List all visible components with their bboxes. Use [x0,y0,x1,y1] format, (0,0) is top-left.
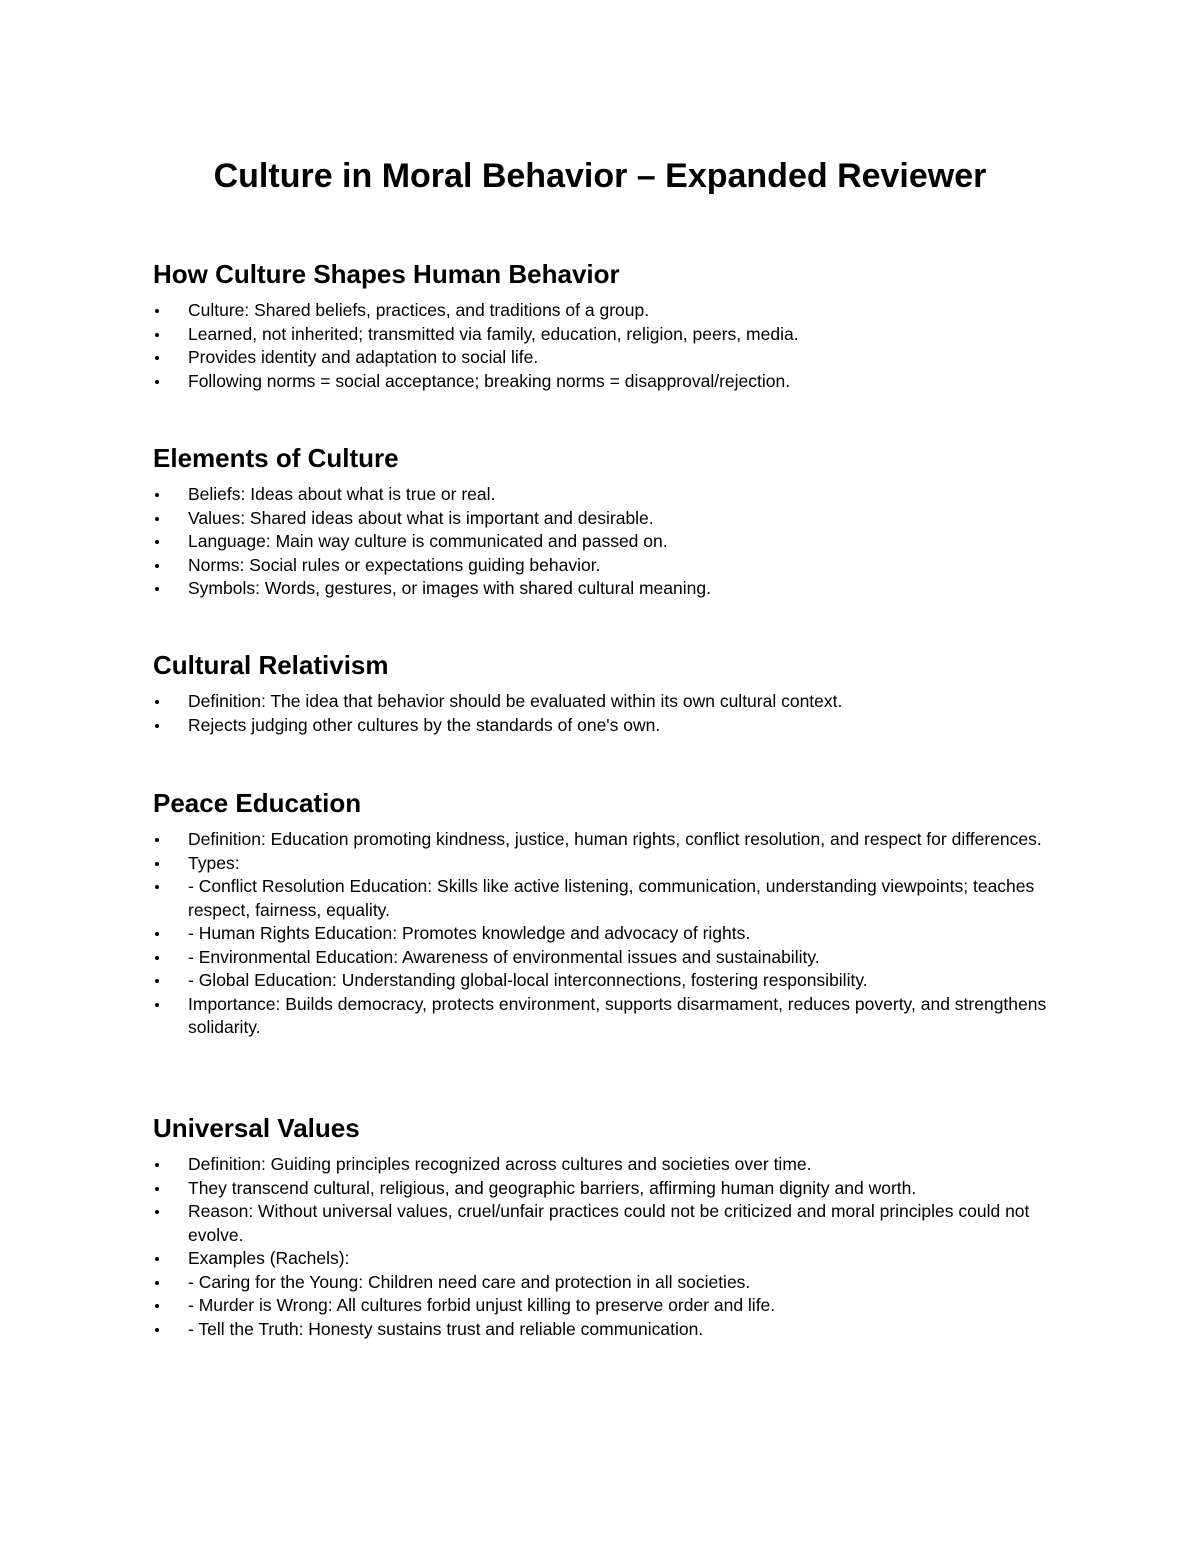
list-item [153,1200,1053,1247]
bullet-list [153,299,1053,393]
list-item [153,1318,1053,1342]
bullet-icon [155,380,159,384]
bullet-icon [155,1328,159,1332]
bullet-icon [155,1281,159,1285]
list-item-text: Language: Main way culture is communicated and passed on. [188,531,668,551]
list-item-text: Examples (Rachels): [188,1248,350,1268]
list-item [153,969,1053,993]
list-item-text: Norms: Social rules or expectations guiding behavior. [188,554,601,575]
list-item [153,299,1053,323]
list-item-text: Definition: Guiding principles recognized across cultures and societies over time. [188,1154,812,1174]
list-item [153,370,1053,394]
document-title: Culture in Moral Behavior – Expanded Reviewer [213,157,987,195]
bullet-icon [155,540,159,544]
list-item-text: They transcend cultural, religious, and geographic barriers, affirming human dignity and worth. [188,1177,917,1198]
bullet-list [153,828,1053,1040]
bullet-list [153,1153,1053,1341]
list-item-text: Symbols: Words, gestures, or images with shared cultural meaning. [188,578,711,598]
section-heading: How Culture Shapes Human Behavior [153,259,620,289]
bullet-icon [155,309,159,313]
bullet-list [153,483,1053,601]
bullet-icon [155,1304,159,1308]
section-heading: Peace Education [153,788,362,818]
list-item [153,554,1053,578]
bullet-icon [155,564,159,568]
list-item [153,1271,1053,1295]
list-item [153,577,1053,601]
list-item [153,690,1053,714]
list-item-text: - Caring for the Young: Children need care and protection in all societies. [188,1271,751,1292]
bullet-icon [155,724,159,728]
list-item-text: Values: Shared ideas about what is important and desirable. [188,507,654,528]
list-item [153,875,1053,922]
list-item [153,1294,1053,1318]
bullet-icon [155,838,159,842]
bullet-icon [155,700,159,704]
list-item [153,1247,1053,1271]
list-item [153,922,1053,946]
list-item [153,993,1053,1040]
section [153,786,1053,1040]
list-item [153,852,1053,876]
list-item-text: - Global Education: Understanding global-local interconnections, fostering responsibility. [188,970,868,990]
bullet-icon [155,1257,159,1261]
bullet-icon [155,493,159,497]
list-item-text: Provides identity and adaptation to social life. [188,347,539,367]
bullet-icon [155,979,159,983]
bullet-icon [155,517,159,521]
section-heading: Universal Values [153,1113,360,1143]
list-item-text: Culture: Shared beliefs, practices, and traditions of a group. [188,300,650,320]
section [153,648,1053,737]
list-item [153,946,1053,970]
list-item [153,828,1053,852]
list-item-text: - Tell the Truth: Honesty sustains trust and reliable communication. [188,1318,704,1339]
list-item-text: Definition: The idea that behavior should be evaluated within its own cultural context. [188,691,843,711]
bullet-icon [155,885,159,889]
section [153,441,1053,601]
list-item-text: - Human Rights Education: Promotes knowledge and advocacy of rights. [188,923,751,943]
bullet-icon [155,932,159,936]
list-item [153,483,1053,507]
bullet-icon [155,587,159,591]
list-item-text: Learned, not inherited; transmitted via family, education, religion, peers, media. [188,323,799,344]
list-item [153,507,1053,531]
list-item-text: Types: [188,852,240,873]
list-item [153,1153,1053,1177]
section [153,1111,1053,1341]
list-item [153,346,1053,370]
list-item-text: - Conflict Resolution Education: Skills like active listening, communication, understanding viewpoints; teaches respect, fairness, equality. [188,876,1035,920]
list-item [153,1177,1053,1201]
bullet-icon [155,862,159,866]
section-heading: Cultural Relativism [153,650,389,680]
list-item-text: Rejects judging other cultures by the standards of one's own. [188,714,661,735]
bullet-icon [155,1163,159,1167]
list-item [153,530,1053,554]
bullet-icon [155,356,159,360]
list-item-text: - Environmental Education: Awareness of environmental issues and sustainability. [188,946,820,967]
section [153,257,1053,393]
bullet-icon [155,1210,159,1214]
list-item [153,323,1053,347]
list-item-text: - Murder is Wrong: All cultures forbid unjust killing to preserve order and life. [188,1295,776,1315]
list-item-text: Definition: Education promoting kindness, justice, human rights, conflict resolution, and respect for differences. [188,829,1042,849]
list-item-text: Reason: Without universal values, cruel/unfair practices could not be criticized and moral principles could not evolve. [188,1201,1030,1245]
list-item-text: Importance: Builds democracy, protects environment, supports disarmament, reduces poverty, and strengthens solidarity. [188,993,1047,1037]
list-item-text: Following norms = social acceptance; breaking norms = disapproval/rejection. [188,370,791,391]
bullet-icon [155,333,159,337]
bullet-icon [155,956,159,960]
bullet-icon [155,1003,159,1007]
list-item-text: Beliefs: Ideas about what is true or real. [188,484,496,504]
list-item [153,714,1053,738]
bullet-icon [155,1187,159,1191]
section-heading: Elements of Culture [153,443,399,473]
bullet-list [153,690,1053,737]
